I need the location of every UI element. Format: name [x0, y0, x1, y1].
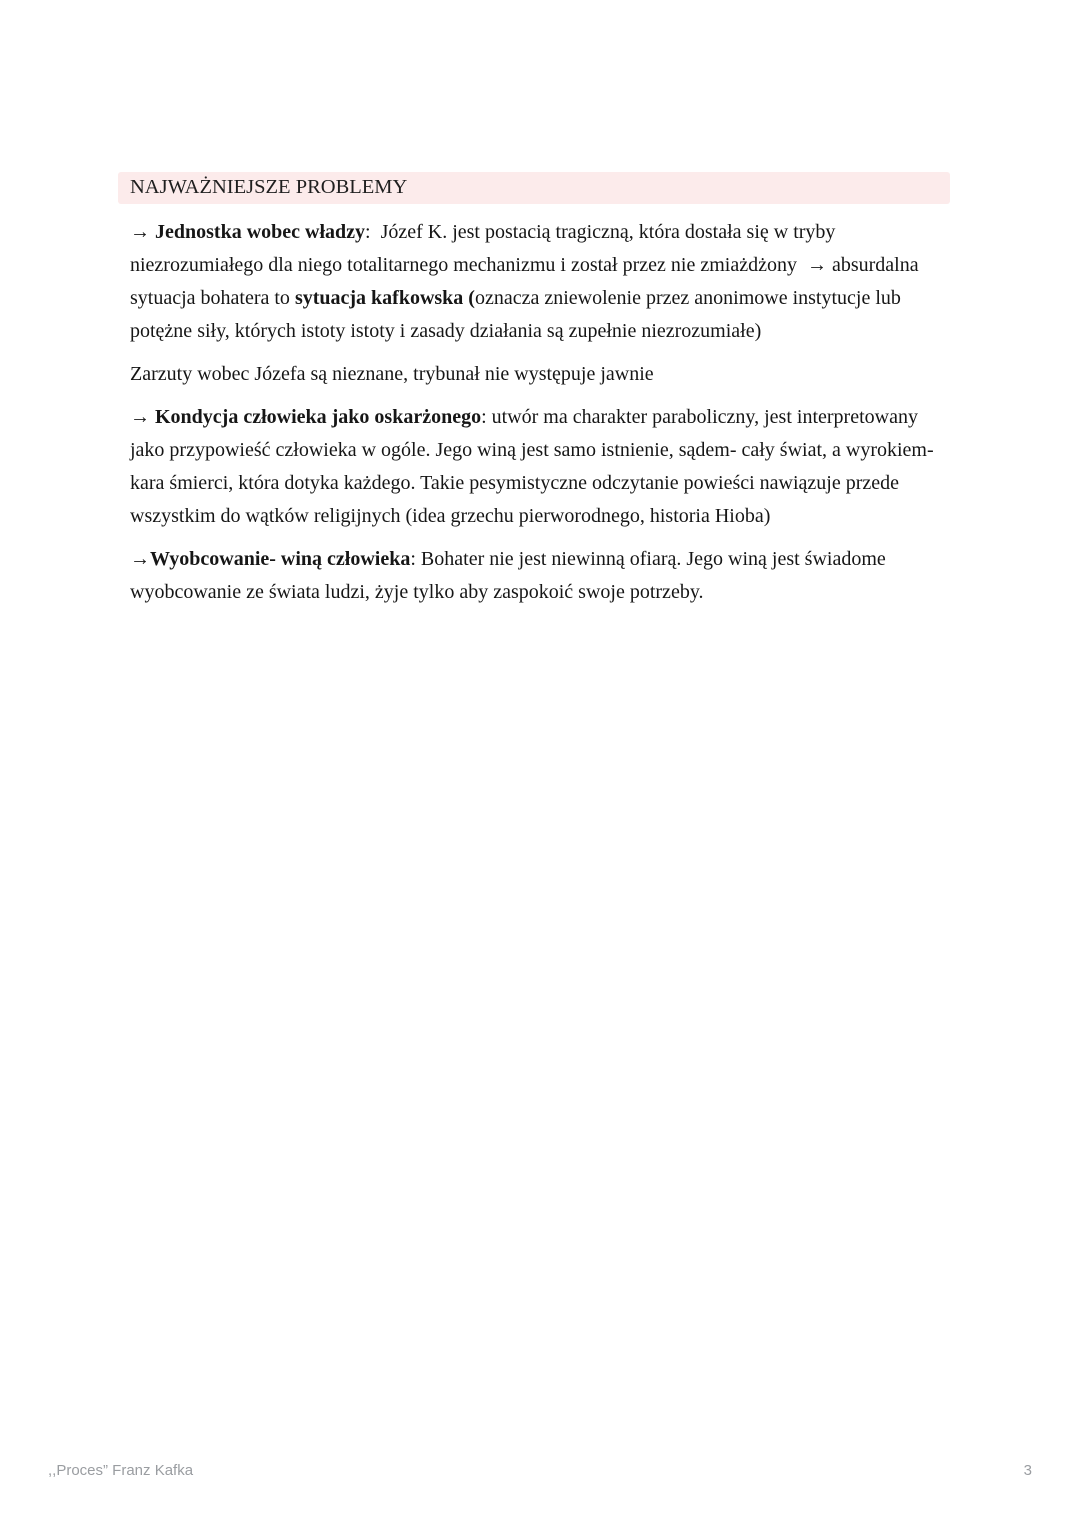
footer-page-number: 3	[1023, 1462, 1032, 1479]
section-heading-bar	[118, 172, 950, 204]
paragraph-individual-vs-authority: → Jednostka wobec władzy: Józef K. jest postacią tragiczną, która dostała się w tryby niezrozumiałego dla niego totalitarnego mechanizmu i został przez nie zmiażdżony → absurdalna sytuacja bohatera to sytuacja kafkowska (oznacza zniewolenie przez anonimowe instytucje lub potężne siły, których istoty istoty i zasady działania są zupełnie niezrozumiałe)	[130, 221, 924, 342]
section-body	[130, 216, 940, 609]
section-heading-text: NAJWAŻNIEJSZE PROBLEMY	[130, 176, 408, 198]
paragraph-charges-unknown: Zarzuty wobec Józefa są nieznane, trybunał nie występuje jawnie	[130, 363, 654, 385]
paragraph-alienation: →Wyobcowanie- winą człowieka: Bohater nie jest niewinną ofiarą. Jego winą jest świadome wyobcowanie ze świata ludzi, żyje tylko aby zaspokoić swoje potrzeby.	[130, 548, 891, 603]
paragraph-condition-of-accused: → Kondycja człowieka jako oskarżonego: utwór ma charakter paraboliczny, jest interpretowany jako przypowieść człowieka w ogóle. Jego winą jest samo istnienie, sądem- cały świat, a wyrokiem- kara śmierci, która dotyka każdego. Takie pesymistyczne odczytanie powieści nawiązuje przede wszystkim do wątków religijnych (idea grzechu pierworodnego, historia Hioba)	[130, 406, 939, 527]
notes-section	[118, 172, 950, 619]
footer-book-title: ,,Proces” Franz Kafka	[48, 1462, 194, 1479]
